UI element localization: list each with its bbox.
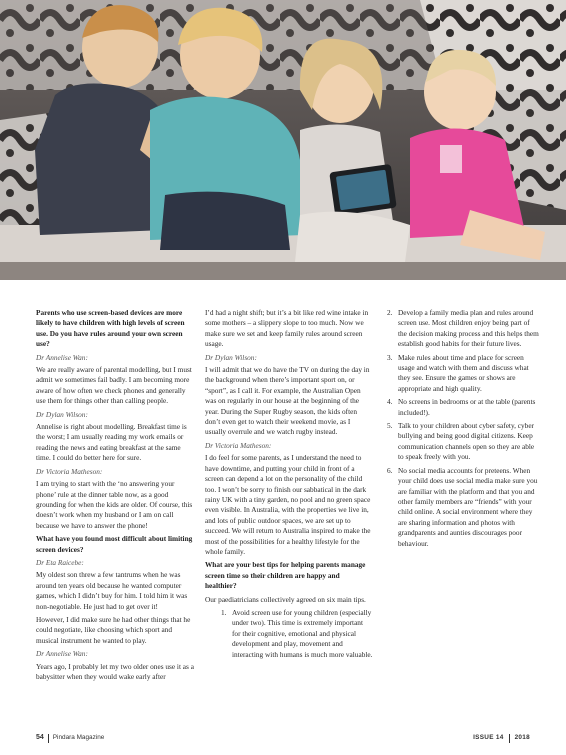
footer-divider <box>509 734 510 743</box>
speaker-name: Dr Dylan Wilson: <box>205 352 257 362</box>
tip-text: Avoid screen use for young children (especially under two). This time is extremely important for their cognitive, emotional and physical development and play, movement and interacting with humans is much more valuable. <box>232 607 373 659</box>
cover-photo-children-with-tablet <box>0 0 566 280</box>
tips-list <box>205 608 373 660</box>
tip-text: No screens in bedrooms or at the table (parents included!). <box>398 397 536 417</box>
tip-item <box>221 608 373 660</box>
speaker-name: Dr Victoria Matheson: <box>36 466 103 476</box>
tip-text: No social media accounts for preteens. When your child does use social media make sure you are familiar with the platform and that you and other family members are “friends” with your child online. A social environment where they are sharing information and photos with grandparents and aunties discourages poor behaviour. <box>398 465 538 548</box>
speaker-name: Dr Annelise Wan: <box>36 649 88 659</box>
magazine-name: Pindara Magazine <box>52 734 105 741</box>
column-middle <box>205 308 373 663</box>
answer-paragraph: Our paediatricians collectively agreed on six main tips. <box>205 594 366 604</box>
tip-number: 3. <box>387 352 393 362</box>
question-own-screen-use: Parents who use screen-based devices are more likely to have children with high levels of screen use. Do you have rules around your own screen use? <box>36 308 185 349</box>
answer-paragraph: We are really aware of parental modelling, but I must admit we sometimes fail badly. I am becoming more aware of how often we check phones and generally use them for things other than calling people. <box>36 365 192 406</box>
page-number: 54 <box>36 734 44 741</box>
answer-paragraph: I do feel for some parents, as I understand the need to have downtime, and putting your child in front of a screen can depend a lot on the personality of the child too. I won’t be sorry to finish our sabbatical in the dark rainy UK with a tiny garden, no pool and no green space even visible. In Australia, with the properties we live in, and lots of public outdoor spaces, we are set up to succeed. We will return to Australia inspired to make the most of the possibilities for a healthy lifestyle for the whole family. <box>205 453 371 556</box>
footer-divider <box>48 734 49 743</box>
answer-paragraph: However, I did make sure he had other things that he could negotiate, like choosing which sport and musical instrument he wanted to play. <box>36 614 191 645</box>
answer-paragraph: Annelise is right about modelling. Breakfast time is the worst; I am usually reading my work emails or reading the news and eating breakfast at the same time. I could do better here for sure. <box>36 422 187 463</box>
tip-number: 1. <box>221 607 227 617</box>
answer-paragraph: I am trying to start with the ‘no answering your phone’ rule at the dinner table now, as a good grounding for when the kids are older. Of course, this doesn’t work when my husband or I am on call because we have to answer the phone! <box>36 479 193 530</box>
tip-text: Talk to your children about cyber safety, cyber bullying and being good digital citizens. Keep communication channels open so they are able to speak freely with you. <box>398 421 535 462</box>
tip-text: Develop a family media plan and rules around screen use. Most children enjoy being part of the decision making process and this helps them establish good habits for their future lives. <box>398 308 539 349</box>
question-best-tips: What are your best tips for helping parents manage screen time so their children are happy and healthier? <box>205 560 366 591</box>
tip-text: Make rules about time and place for screen usage and watch with them and discuss what they see. Ensure the games or shows are appropriate and high quality. <box>398 352 529 393</box>
answer-paragraph: Years ago, I probably let my two older ones use it as a babysitter when they would wake early after <box>36 661 194 681</box>
issue-number: ISSUE 14 <box>473 734 504 741</box>
speaker-name: Dr Victoria Matheson: <box>205 440 272 450</box>
tip-item <box>387 421 539 463</box>
answer-paragraph: I will admit that we do have the TV on during the day in the background when there’s important sport on, or “sport”, as I call it. For example, the Australian Open was on regularly in our house at the beginning of the year. During the Super Rugby season, the kids often don’t even get to watch their weekend movie, as I usually overrule and we watch rugby instead. <box>205 365 370 437</box>
answer-paragraph: I’d had a night shift; but it’s a bit like red wine intake in some mothers – a slippery slope to too much. Now we make sure we set and keep family rules around screen usage. <box>205 308 369 349</box>
speaker-name: Dr Annelise Wan: <box>36 352 88 362</box>
tip-item <box>387 397 539 418</box>
question-most-difficult: What have you found most difficult about limiting screen devices? <box>36 534 193 554</box>
tip-number: 2. <box>387 308 393 317</box>
tips-list <box>387 308 539 549</box>
footer-right <box>473 731 530 745</box>
answer-paragraph: My oldest son threw a few tantrums when he was around ten years old because he wanted computer games, which I didn’t buy for him. I told him it was non-negotiable. He just had to get over it! <box>36 570 188 611</box>
column-left <box>36 308 194 685</box>
tip-item <box>387 308 539 350</box>
tip-number: 4. <box>387 397 393 407</box>
speaker-name: Dr Dylan Wilson: <box>36 409 88 419</box>
footer-left <box>36 731 104 745</box>
tip-item <box>387 353 539 395</box>
tip-number: 5. <box>387 421 393 431</box>
column-right <box>387 308 539 552</box>
speaker-name: Dr Eta Raicebe: <box>36 557 84 567</box>
tip-item <box>387 466 539 549</box>
issue-year: 2018 <box>514 734 530 741</box>
tip-number: 6. <box>387 465 393 475</box>
